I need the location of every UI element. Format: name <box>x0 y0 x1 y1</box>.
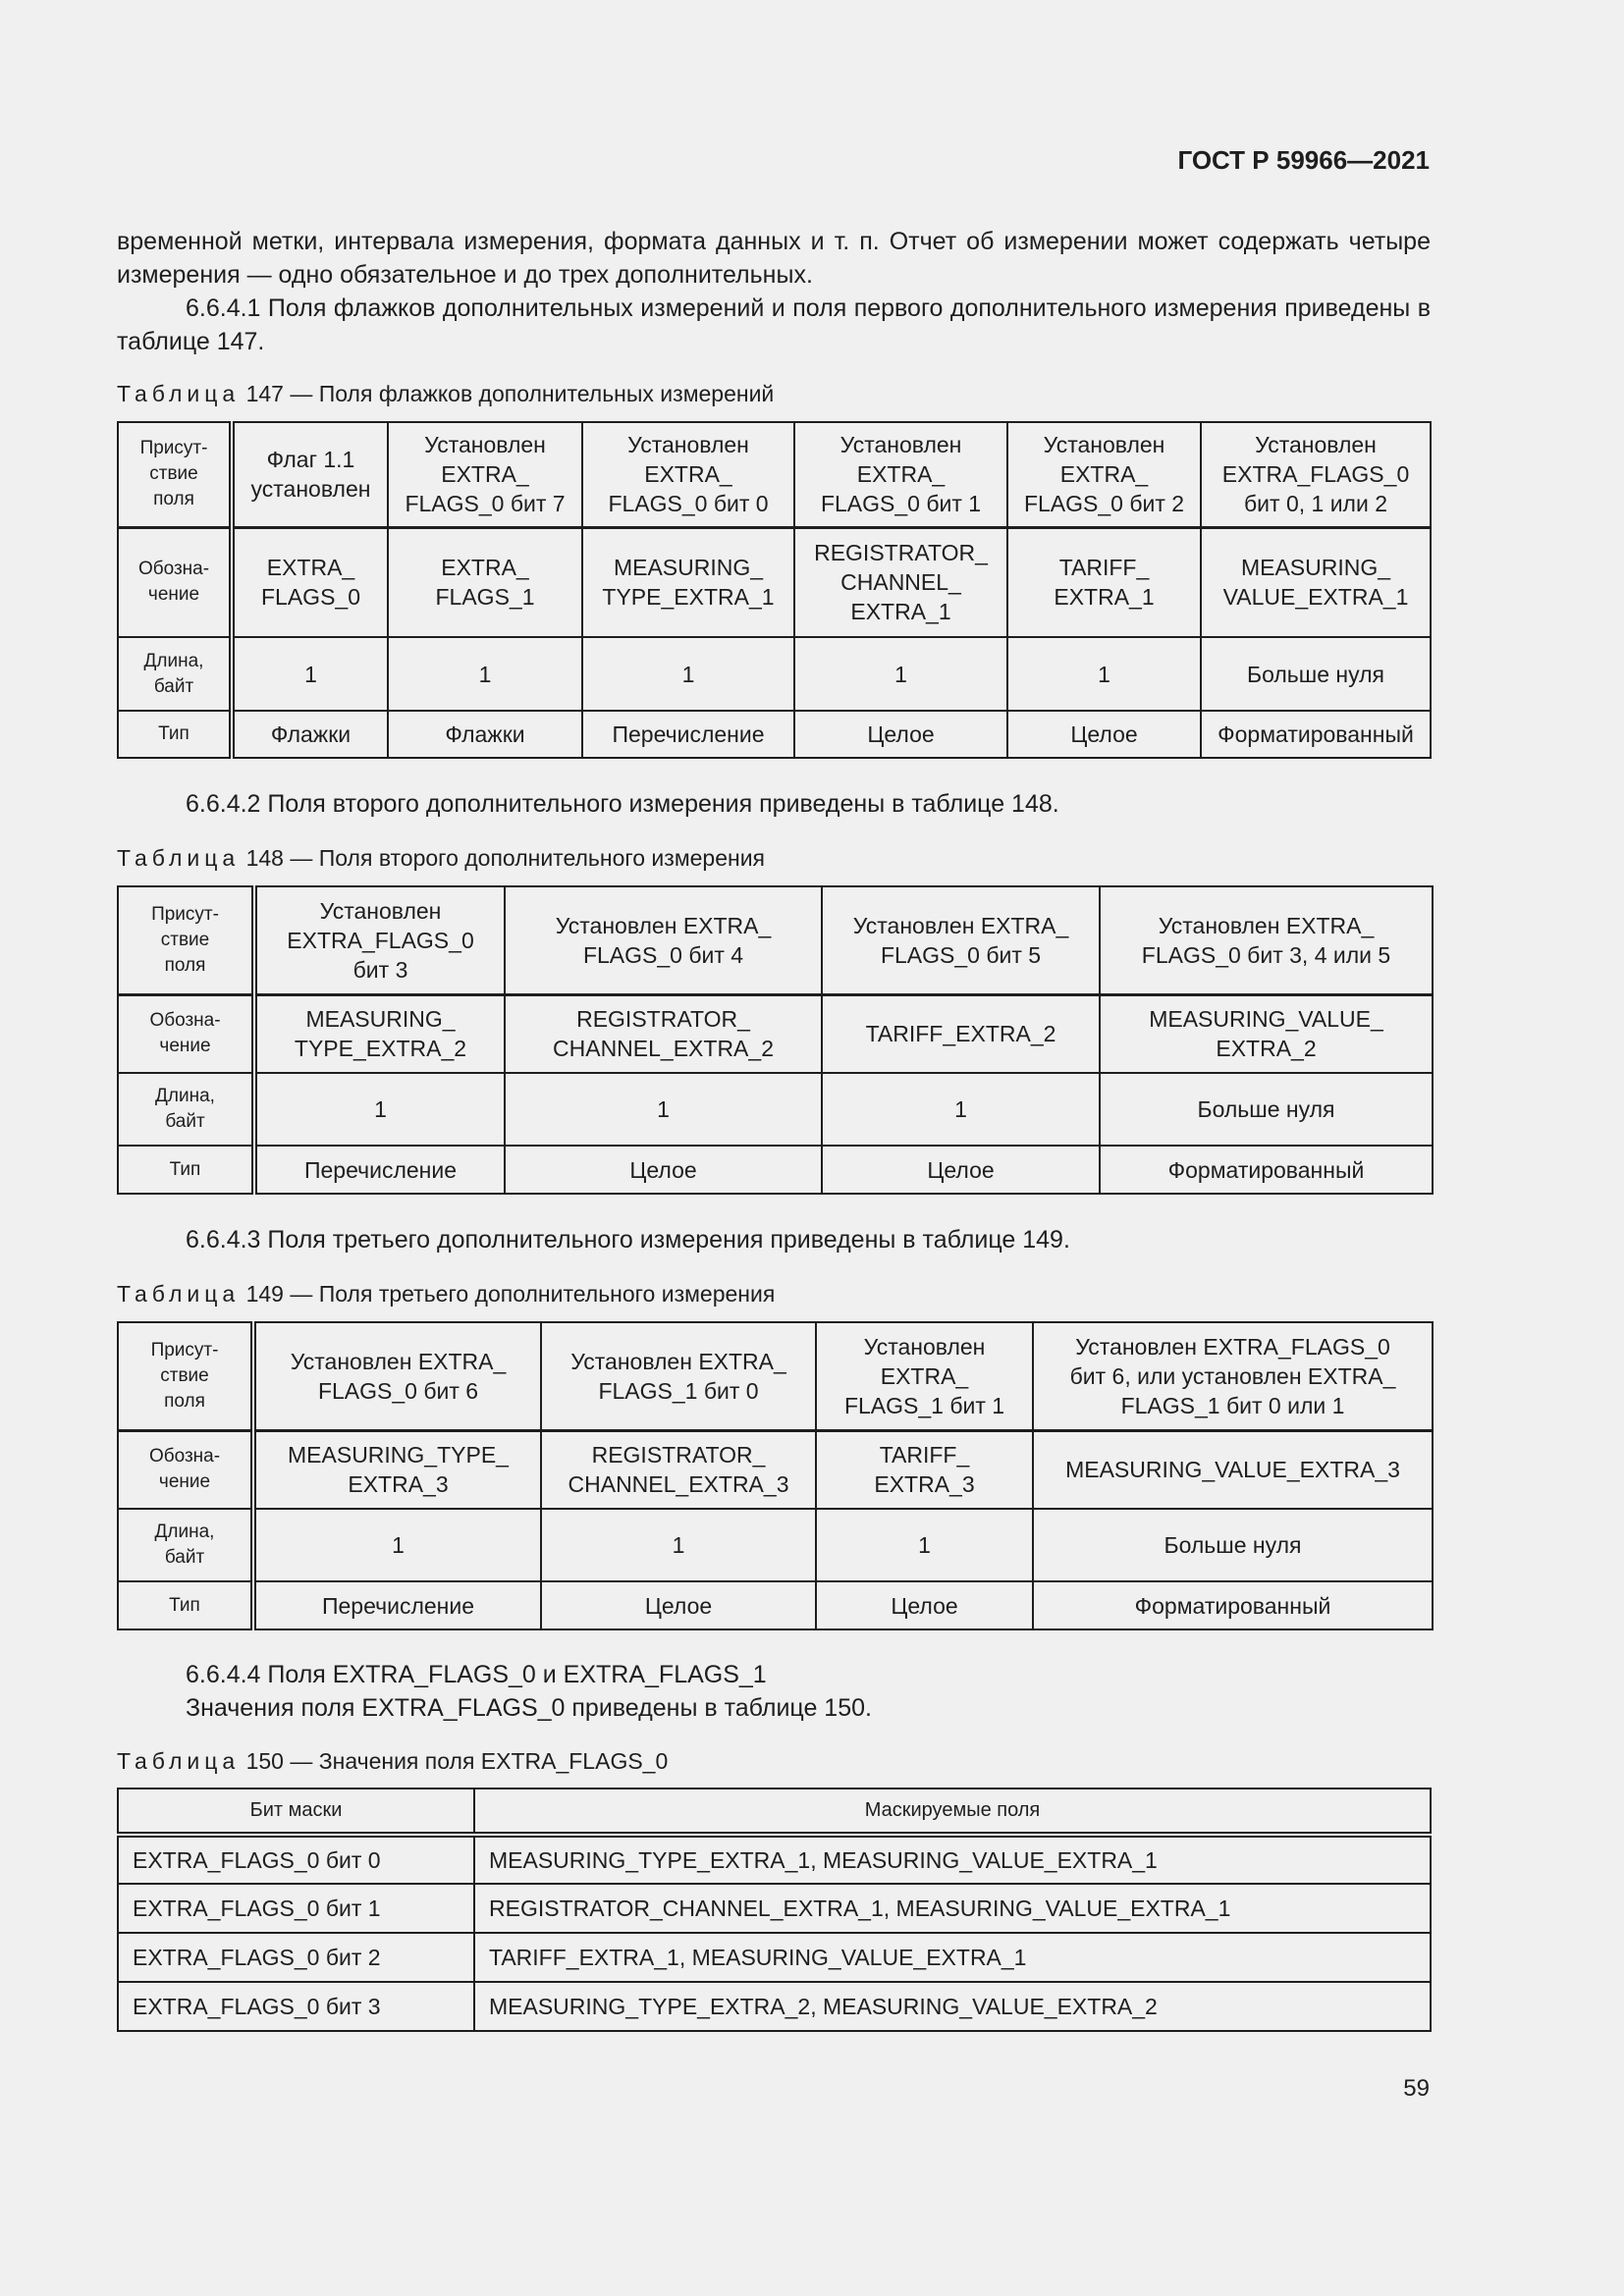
row-header-designation: Обозна- чение <box>118 1430 253 1509</box>
table-cell: REGISTRATOR_ CHANNEL_ EXTRA_1 <box>794 527 1007 637</box>
table-cell: TARIFF_EXTRA_2 <box>822 994 1100 1073</box>
table-cell: Установлен EXTRA_FLAGS_0 бит 6, или установлен EXTRA_ FLAGS_1 бит 0 или 1 <box>1033 1322 1433 1430</box>
row-header-type: Тип <box>118 711 232 758</box>
row-header-type: Тип <box>118 1581 253 1629</box>
table-cell: Форматированный <box>1100 1146 1433 1194</box>
table-cell: 1 <box>816 1509 1033 1581</box>
table-cell: Больше нуля <box>1033 1509 1433 1581</box>
table-cell: MEASURING_TYPE_EXTRA_1, MEASURING_VALUE_EXTRA_1 <box>474 1835 1431 1884</box>
table-cell: Установлен EXTRA_ FLAGS_0 бит 2 <box>1007 422 1201 527</box>
row-header-length: Длина, байт <box>118 1509 253 1581</box>
row-header-presence: Присут- ствие поля <box>118 1322 253 1430</box>
table-cell: Целое <box>822 1146 1100 1194</box>
table-cell: TARIFF_ EXTRA_3 <box>816 1430 1033 1509</box>
table-cell: REGISTRATOR_ CHANNEL_EXTRA_2 <box>505 994 822 1073</box>
table-cell: Целое <box>1007 711 1201 758</box>
table-cell: EXTRA_FLAGS_0 бит 2 <box>118 1933 474 1982</box>
section-6643-text: 6.6.4.3 Поля третьего дополнительного измерения приведены в таблице 149. <box>186 1226 1070 1254</box>
document-header: ГОСТ Р 59966—2021 <box>1177 145 1430 175</box>
table148-caption <box>117 845 765 872</box>
table-cell: Перечисление <box>253 1581 541 1629</box>
table147-caption <box>117 381 774 407</box>
row-header-length: Длина, байт <box>118 1073 254 1146</box>
caption-label: Таблица <box>117 1748 241 1774</box>
table-cell: EXTRA_ FLAGS_0 <box>232 527 388 637</box>
table-cell: 1 <box>388 637 582 711</box>
row-header-type: Тип <box>118 1146 254 1194</box>
table-cell: Установлен EXTRA_ FLAGS_1 бит 1 <box>816 1322 1033 1430</box>
table-cell: MEASURING_VALUE_EXTRA_3 <box>1033 1430 1433 1509</box>
table-cell: Целое <box>816 1581 1033 1629</box>
caption-text: 148 — Поля второго дополнительного измерения <box>245 845 766 871</box>
caption-text: 149 — Поля третьего дополнительного измерения <box>245 1281 776 1307</box>
table-cell: Перечисление <box>582 711 794 758</box>
table-cell: Перечисление <box>254 1146 505 1194</box>
table-cell: Больше нуля <box>1201 637 1431 711</box>
table-cell: TARIFF_EXTRA_1, MEASURING_VALUE_EXTRA_1 <box>474 1933 1431 1982</box>
table-cell: EXTRA_FLAGS_0 бит 1 <box>118 1884 474 1933</box>
table150-caption <box>117 1748 668 1775</box>
table-cell: Установлен EXTRA_ FLAGS_0 бит 1 <box>794 422 1007 527</box>
table-cell: EXTRA_FLAGS_0 бит 0 <box>118 1835 474 1884</box>
table-cell: 1 <box>232 637 388 711</box>
table-cell: Установлен EXTRA_ FLAGS_0 бит 0 <box>582 422 794 527</box>
column-header: Бит маски <box>118 1789 474 1835</box>
table-147 <box>117 421 1432 759</box>
table-cell: Форматированный <box>1033 1581 1433 1629</box>
table-149 <box>117 1321 1434 1630</box>
table-cell: MEASURING_ TYPE_EXTRA_1 <box>582 527 794 637</box>
row-header-length: Длина, байт <box>118 637 232 711</box>
table-cell: EXTRA_FLAGS_0 бит 3 <box>118 1982 474 2031</box>
table-cell: Установлен EXTRA_ FLAGS_0 бит 3, 4 или 5 <box>1100 886 1433 994</box>
column-header: Маскируемые поля <box>474 1789 1431 1835</box>
table-cell: Установлен EXTRA_FLAGS_0 бит 3 <box>254 886 505 994</box>
row-header-presence: Присут- ствие поля <box>118 422 232 527</box>
caption-label: Таблица <box>117 381 241 406</box>
section-6644-text: Значения поля EXTRA_FLAGS_0 приведены в таблице 150. <box>186 1694 872 1722</box>
table-cell: 1 <box>822 1073 1100 1146</box>
table-cell: 1 <box>794 637 1007 711</box>
table-cell: Флаг 1.1 установлен <box>232 422 388 527</box>
table-cell: Установлен EXTRA_ FLAGS_0 бит 7 <box>388 422 582 527</box>
table-cell: 1 <box>1007 637 1201 711</box>
table-cell: REGISTRATOR_ CHANNEL_EXTRA_3 <box>541 1430 816 1509</box>
table149-caption <box>117 1281 775 1308</box>
table-cell: Целое <box>505 1146 822 1194</box>
table-cell: TARIFF_ EXTRA_1 <box>1007 527 1201 637</box>
caption-text: 147 — Поля флажков дополнительных измерений <box>245 381 775 406</box>
table-cell: Флажки <box>232 711 388 758</box>
table-cell: 1 <box>505 1073 822 1146</box>
table-cell: MEASURING_TYPE_ EXTRA_3 <box>253 1430 541 1509</box>
caption-label: Таблица <box>117 845 241 871</box>
caption-label: Таблица <box>117 1281 241 1307</box>
table-cell: MEASURING_ VALUE_EXTRA_1 <box>1201 527 1431 637</box>
caption-text: 150 — Значения поля EXTRA_FLAGS_0 <box>245 1748 669 1774</box>
section-6644-heading: 6.6.4.4 Поля EXTRA_FLAGS_0 и EXTRA_FLAGS_1 <box>186 1661 767 1688</box>
table-cell: MEASURING_TYPE_EXTRA_2, MEASURING_VALUE_EXTRA_2 <box>474 1982 1431 2031</box>
table-cell: 1 <box>582 637 794 711</box>
intro-paragraph: временной метки, интервала измерения, формата данных и т. п. Отчет об измерении может содержать четыре измерения — одно обязательное и до трех дополнительных. <box>117 228 1431 289</box>
table-cell: Установлен EXTRA_ FLAGS_0 бит 5 <box>822 886 1100 994</box>
section-6641-text: 6.6.4.1 Поля флажков дополнительных измерений и поля первого дополнительного измерения приведены в таблице 147. <box>117 294 1431 355</box>
table-cell: MEASURING_VALUE_ EXTRA_2 <box>1100 994 1433 1073</box>
table-cell: Больше нуля <box>1100 1073 1433 1146</box>
table-cell: Установлен EXTRA_FLAGS_0 бит 0, 1 или 2 <box>1201 422 1431 527</box>
table-cell: 1 <box>541 1509 816 1581</box>
table-cell: Целое <box>794 711 1007 758</box>
table-cell: 1 <box>253 1509 541 1581</box>
row-header-presence: Присут- ствие поля <box>118 886 254 994</box>
table-cell: Целое <box>541 1581 816 1629</box>
page-number: 59 <box>1403 2075 1430 2102</box>
section-6642-text: 6.6.4.2 Поля второго дополнительного измерения приведены в таблице 148. <box>186 790 1059 818</box>
row-header-designation: Обозна- чение <box>118 994 254 1073</box>
table-cell: 1 <box>254 1073 505 1146</box>
table-cell: Установлен EXTRA_ FLAGS_0 бит 4 <box>505 886 822 994</box>
table-cell: REGISTRATOR_CHANNEL_EXTRA_1, MEASURING_VALUE_EXTRA_1 <box>474 1884 1431 1933</box>
table-cell: Форматированный <box>1201 711 1431 758</box>
table-cell: MEASURING_ TYPE_EXTRA_2 <box>254 994 505 1073</box>
table-cell: Установлен EXTRA_ FLAGS_0 бит 6 <box>253 1322 541 1430</box>
row-header-designation: Обозна- чение <box>118 527 232 637</box>
table-150 <box>117 1788 1432 2032</box>
table-148 <box>117 885 1434 1195</box>
table-cell: Флажки <box>388 711 582 758</box>
table-cell: EXTRA_ FLAGS_1 <box>388 527 582 637</box>
table-cell: Установлен EXTRA_ FLAGS_1 бит 0 <box>541 1322 816 1430</box>
